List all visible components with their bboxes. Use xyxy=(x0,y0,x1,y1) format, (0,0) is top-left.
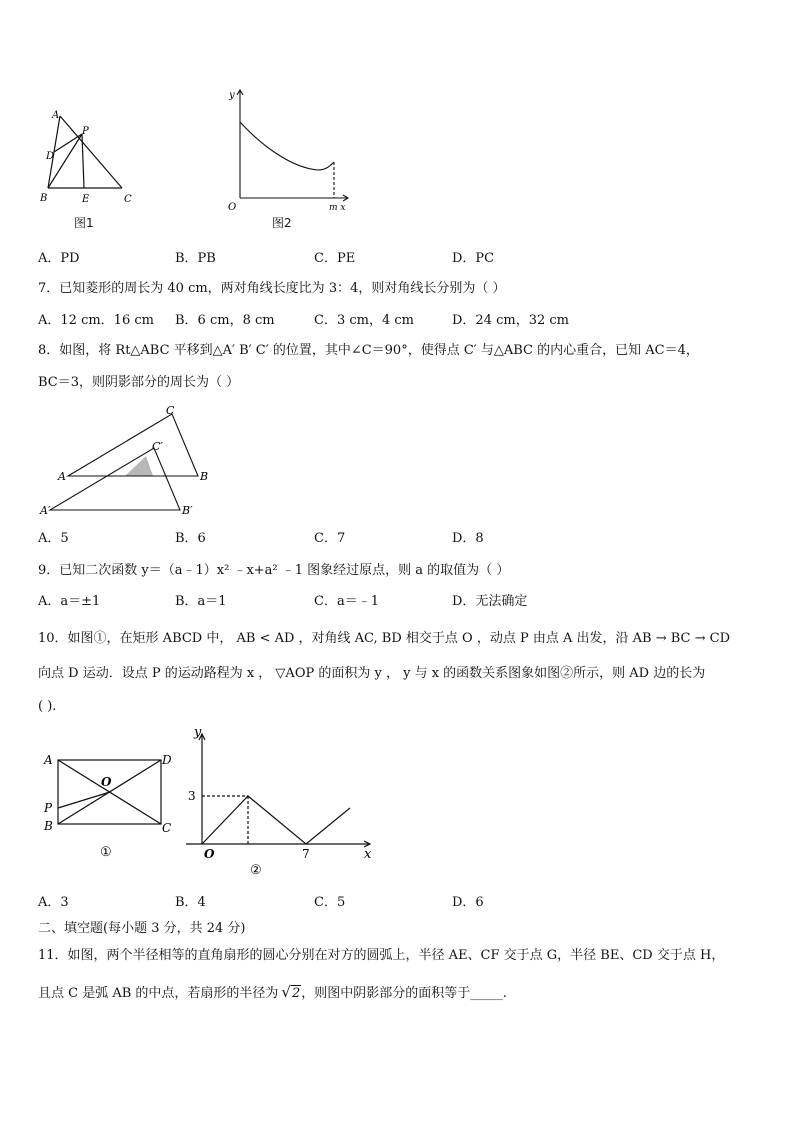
fig1-label-p: P xyxy=(82,126,89,137)
fig2-caption: 图2 xyxy=(272,216,292,230)
q11-stem-line2-a: 且点 C 是弧 AB 的中点，若扇形的半径为 xyxy=(38,986,279,1001)
q7-option-b[interactable]: B．6 cm，8 cm xyxy=(175,313,275,328)
q10-fig1-caption: ① xyxy=(100,845,112,860)
q8-label-a-prime: A′ xyxy=(40,504,51,517)
q8-option-a[interactable]: A．5 xyxy=(38,531,69,546)
q11-stem-line2-b: ，则图中阴影部分的面积等于_____. xyxy=(301,986,507,1001)
q10-stem-line2: 向点 D 运动．设点 P 的运动路程为 x ， ▽AOP 的面积为 y ， y 与 x 的函数关系图象如图②所示，则 AD 边的长为 xyxy=(38,666,706,681)
q6-option-b[interactable]: B．PB xyxy=(175,251,216,266)
q10-fig2-label-x: x xyxy=(364,847,372,862)
q8-option-b[interactable]: B．6 xyxy=(175,531,206,546)
q8-stem-line2: BC＝3，则阴影部分的周长为（ ） xyxy=(38,375,240,390)
q10-stem-line3: ( ). xyxy=(38,699,57,714)
q10-stem-line1: 10．如图①，在矩形 ABCD 中， AB < AD ，对角线 AC, BD 相交于点 O ，动点 P 由点 A 出发，沿 AB → BC → CD xyxy=(38,631,730,646)
fig1-caption: 图1 xyxy=(74,216,94,230)
q7-stem: 7．已知菱形的周长为 40 cm，两对角线长度比为 3：4，则对角线长分别为（ ） xyxy=(38,281,506,296)
q11-radical-value: 2 xyxy=(291,986,301,1001)
q10-fig1-label-b: B xyxy=(44,819,53,833)
q8-option-d[interactable]: D．8 xyxy=(452,531,484,546)
q11-stem-line1: 11．如图，两个半径相等的直角扇形的圆心分别在对方的圆弧上，半径 AE、CF 交于点 G，半径 BE、CD 交于点 H， xyxy=(38,948,725,963)
q7-option-c[interactable]: C．3 cm，4 cm xyxy=(314,313,414,328)
q10-fig2-label-3: 3 xyxy=(188,789,196,803)
q10-fig2-label-y: y xyxy=(194,725,202,740)
q10-option-d[interactable]: D．6 xyxy=(452,895,484,910)
q10-figure-2-graph xyxy=(180,724,380,880)
section-2-title: 二、填空题(每小题 3 分，共 24 分) xyxy=(38,921,246,936)
q9-option-b[interactable]: B．a＝1 xyxy=(175,594,227,609)
figure-2-curve xyxy=(222,86,362,216)
q10-fig2-label-7: 7 xyxy=(302,847,310,861)
q8-label-c: C xyxy=(166,404,175,417)
q7-option-d[interactable]: D．24 cm，32 cm xyxy=(452,313,569,328)
q8-figure-translated-triangles xyxy=(40,402,220,522)
q10-fig1-label-d: D xyxy=(162,753,172,767)
q10-fig1-label-a: A xyxy=(44,753,53,767)
fig2-label-o: O xyxy=(228,202,237,213)
q10-fig1-label-p: P xyxy=(44,801,53,815)
radical-sign-icon: √2 xyxy=(281,983,301,1001)
q8-label-c-prime: C′ xyxy=(152,440,163,453)
fig2-label-mx: m x xyxy=(329,203,346,213)
q6-option-a[interactable]: A．PD xyxy=(38,251,80,266)
q9-option-d[interactable]: D．无法确定 xyxy=(452,594,528,609)
q9-option-c[interactable]: C．a＝﹣1 xyxy=(314,594,379,609)
q10-fig2-label-o: O xyxy=(204,847,215,861)
fig1-label-d: D xyxy=(46,151,55,162)
fig1-label-e: E xyxy=(82,194,90,205)
q7-option-a[interactable]: A．12 cm．16 cm xyxy=(38,313,154,328)
fig1-label-b: B xyxy=(40,193,48,204)
q8-label-b-prime: B′ xyxy=(182,504,193,517)
q10-option-c[interactable]: C．5 xyxy=(314,895,346,910)
q10-fig1-label-c: C xyxy=(162,821,172,835)
q8-option-c[interactable]: C．7 xyxy=(314,531,346,546)
q9-option-a[interactable]: A．a＝±1 xyxy=(38,594,101,609)
fig1-label-c: C xyxy=(124,194,132,205)
q8-label-a: A xyxy=(58,470,66,483)
q11-stem-line2 xyxy=(38,983,507,1003)
q10-figure-1-rectangle xyxy=(38,746,188,862)
fig1-label-a: A xyxy=(52,110,60,121)
q9-stem: 9．已知二次函数 y＝（a﹣1）x² ﹣x+a² ﹣1 图象经过原点，则 a 的取值为（ ） xyxy=(38,563,510,578)
q10-fig2-caption: ② xyxy=(250,863,262,878)
q6-option-d[interactable]: D．PC xyxy=(452,251,495,266)
q8-label-b: B xyxy=(200,470,209,483)
fig2-label-y: y xyxy=(229,90,235,101)
q10-option-a[interactable]: A．3 xyxy=(38,895,69,910)
figure-1-triangle xyxy=(36,104,136,214)
q6-option-c[interactable]: C．PE xyxy=(314,251,356,266)
q8-stem-line1: 8．如图，将 Rt△ABC 平移到△A′ B′ C′ 的位置，其中∠C＝90°，使得点 C′ 与△ABC 的内心重合，已知 AC＝4， xyxy=(38,343,699,358)
q10-fig1-label-o: O xyxy=(101,775,112,789)
q10-option-b[interactable]: B．4 xyxy=(175,895,206,910)
